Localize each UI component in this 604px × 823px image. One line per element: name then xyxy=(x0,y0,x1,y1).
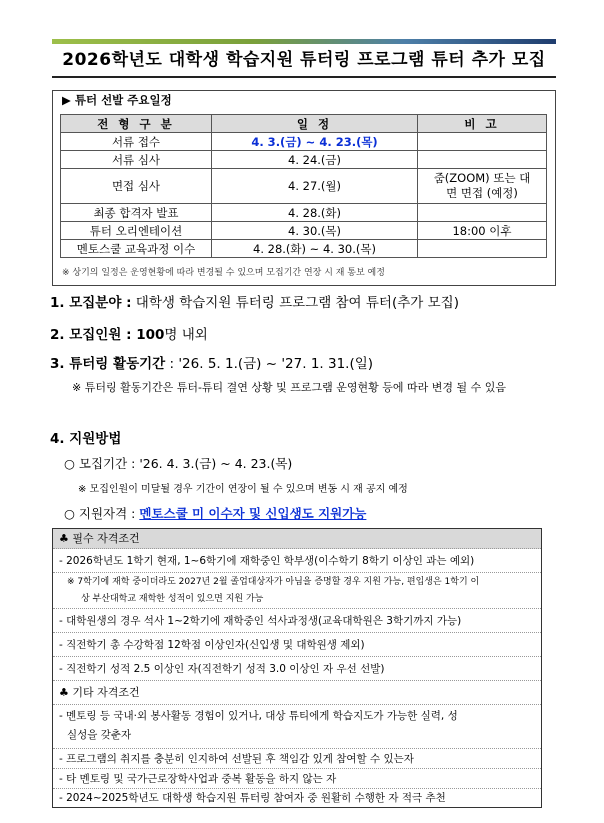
table-row xyxy=(61,169,547,204)
stage-cell: 최종 합격자 발표 xyxy=(61,204,212,222)
list-item: ※ 7학기에 재학 중이더라도 2027년 2월 졸업대상자가 아님을 증명할 경우 지원 가능, 편입생은 1학기 이 xyxy=(67,577,480,587)
col-date: 일 정 xyxy=(212,115,418,133)
section-2-label: 2. 모집인원 : xyxy=(50,327,137,343)
date-cell: 4. 24.(금) xyxy=(212,151,418,169)
date-cell: 4. 28.(화) xyxy=(212,204,418,222)
stage-cell: 튜터 오리엔테이션 xyxy=(61,222,212,240)
list-item: - 타 멘토링 및 국가근로장학사업과 중복 활동을 하지 않는 자 xyxy=(53,769,541,789)
list-item: - 직전학기 총 수강학점 12학점 이상인자(신입생 및 대학원생 제외) xyxy=(53,633,541,657)
section-2 xyxy=(50,323,208,343)
section-1-value: 대학생 학습지원 튜터링 프로그램 참여 튜터(추가 모집) xyxy=(135,295,459,311)
list-item: - 직전학기 성적 2.5 이상인 자(직전학기 성적 3.0 이상인 자 우선 선발) xyxy=(53,657,541,681)
required-heading: ♣ 필수 자격조건 xyxy=(53,529,541,549)
list-item: - 2024~2025학년도 대학생 학습지원 튜터링 참여자 중 원활히 수행한 자 적극 추천 xyxy=(59,792,446,804)
note-cell: 줌(ZOOM) 또는 대면 면접 (예정) xyxy=(418,169,547,204)
schedule-heading: ▶ 튜터 선발 주요일정 xyxy=(62,93,172,107)
table-row xyxy=(61,222,547,240)
list-item: 상 부산대학교 재학한 성적이 있으면 지원 가능 xyxy=(53,591,541,609)
list-item: - 프로그램의 취지를 충분히 인지하여 선발된 후 책임감 있게 참여할 수 있는자 xyxy=(53,749,541,769)
note-cell xyxy=(418,133,547,151)
stage-cell: 서류 접수 xyxy=(61,133,212,151)
note-cell xyxy=(418,151,547,169)
section-3-label: 3. 튜터링 활동기간 xyxy=(50,356,166,372)
application-period-note: ※ 모집인원이 미달될 경우 기간이 연장이 될 수 있으며 변동 시 재 공지 예정 xyxy=(78,484,408,495)
section-4 xyxy=(50,427,121,447)
stage-cell: 서류 심사 xyxy=(61,151,212,169)
section-3-note: ※ 튜터링 활동기간은 튜터-튜티 결연 상황 및 프로그램 운영현황 등에 따라 변경 될 수 있음 xyxy=(72,381,507,394)
table-row xyxy=(61,151,547,169)
date-cell: 4. 30.(목) xyxy=(212,222,418,240)
section-3 xyxy=(50,352,373,372)
section-1-label: 1. 모집분야 : xyxy=(50,295,132,311)
list-item: - 멘토링 등 국내·외 봉사활동 경험이 있거나, 대상 튜티에게 학습지도가 가능한 실력, 성 xyxy=(59,710,458,722)
section-3-value: : '26. 5. 1.(금) ~ '27. 1. 31.(일) xyxy=(165,356,374,372)
qualifications-box xyxy=(52,528,542,808)
stage-cell: 면접 심사 xyxy=(61,169,212,204)
eligibility-prefix: ○ 지원자격 : xyxy=(64,506,140,521)
page-title: 2026학년도 대학생 학습지원 튜터링 프로그램 튜터 추가 모집 xyxy=(62,50,546,70)
schedule-footnote: ※ 상기의 일정은 운영현황에 따라 변경될 수 있으며 모집기간 연장 시 재 통보 예정 xyxy=(62,268,385,278)
section-2-number: 100 xyxy=(136,327,165,343)
note-cell xyxy=(418,240,547,258)
section-4-label: 4. 지원방법 xyxy=(50,431,122,447)
stage-cell: 멘토스쿨 교육과정 이수 xyxy=(61,240,212,258)
title-box xyxy=(52,44,556,78)
schedule-table xyxy=(60,114,547,258)
section-1 xyxy=(50,291,459,311)
schedule-header-row xyxy=(61,115,547,133)
application-period: ○ 모집기간 : '26. 4. 3.(금) ~ 4. 23.(목) xyxy=(64,456,293,471)
list-item: - 대학원생의 경우 석사 1~2학기에 재학중인 석사과정생(교육대학원은 3학기까지 가능) xyxy=(53,609,541,633)
date-cell: 4. 27.(월) xyxy=(212,169,418,204)
table-row xyxy=(61,240,547,258)
date-cell: 4. 3.(금) ~ 4. 23.(목) xyxy=(212,133,418,151)
note-cell: 18:00 이후 xyxy=(418,222,547,240)
date-cell: 4. 28.(화) ~ 4. 30.(목) xyxy=(212,240,418,258)
col-stage: 전 형 구 분 xyxy=(61,115,212,133)
list-item: 실성을 갖춘자 xyxy=(53,725,541,749)
eligibility-value: 멘토스쿨 미 이수자 및 신입생도 지원가능 xyxy=(139,506,367,521)
note-cell xyxy=(418,204,547,222)
col-note: 비 고 xyxy=(418,115,547,133)
table-row xyxy=(61,204,547,222)
table-row xyxy=(61,133,547,151)
section-2-value: 명 내외 xyxy=(164,327,208,343)
other-heading: ♣ 기타 자격조건 xyxy=(53,681,541,705)
eligibility-line xyxy=(64,504,366,522)
list-item: - 2026학년도 1학기 현재, 1~6학기에 재학중인 학부생(이수학기 8학기 이상인 과는 예외) xyxy=(53,549,541,573)
